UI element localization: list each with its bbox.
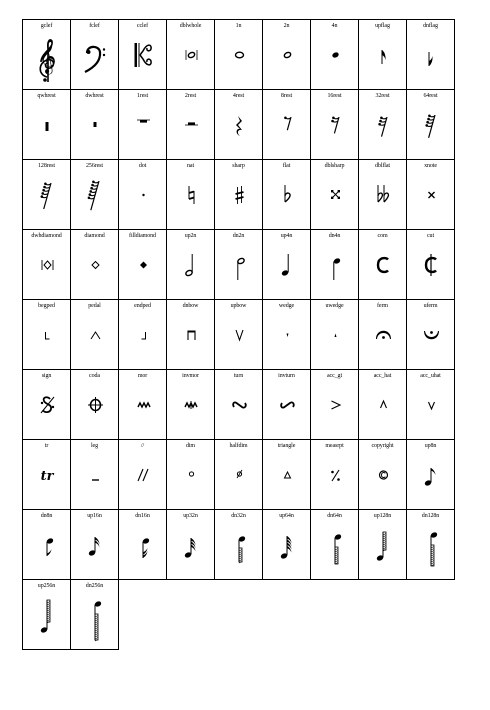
symbol-label: 2rest: [184, 93, 197, 99]
symbol-label: dn256n: [85, 583, 104, 589]
dn128n-icon: [407, 520, 456, 581]
symbol-cell: [406, 509, 455, 580]
symbol-label: 16rest: [327, 93, 342, 99]
symbol-cell: [358, 369, 407, 440]
symbol-cell: [358, 19, 407, 90]
symbol-cell: [166, 89, 215, 160]
symbol-label: upbow: [230, 303, 247, 309]
symbol-cell: [166, 509, 215, 580]
up256n-icon: [23, 590, 72, 651]
up8n-icon: [407, 450, 456, 511]
symbol-label: measrpt: [325, 443, 344, 449]
upflag-icon: [359, 30, 408, 91]
symbol-cell: [118, 159, 167, 230]
symbol-cell: [22, 299, 71, 370]
endped-icon: [119, 310, 168, 371]
xnote-icon: [407, 170, 456, 231]
trill-icon: [23, 450, 72, 511]
symbol-cell: [262, 439, 311, 510]
symbol-label: acc_uhat: [420, 373, 441, 379]
symbol-cell: [118, 369, 167, 440]
half-icon: [263, 30, 312, 91]
symbol-cell: [22, 509, 71, 580]
uwedge-icon: [311, 310, 360, 371]
diamond-icon: [71, 240, 120, 301]
symbol-label: up64n: [279, 513, 294, 519]
symbol-cell: [310, 89, 359, 160]
symbol-label: dwhrest: [85, 93, 104, 99]
symbol-label: tr: [44, 443, 49, 449]
slashes-icon: [119, 450, 168, 511]
symbol-cell: [262, 159, 311, 230]
symbol-label: uferm: [423, 303, 438, 309]
mor-icon: [119, 380, 168, 441]
symbol-cell: [166, 369, 215, 440]
symbol-label: dn128n: [421, 513, 440, 519]
symbol-label: com: [377, 233, 388, 239]
symbol-cell: [166, 439, 215, 510]
dnflag-icon: [407, 30, 456, 91]
symbol-label: mor: [137, 373, 148, 379]
symbol-label: dot: [138, 163, 147, 169]
symbol-cell: [214, 369, 263, 440]
symbol-cell: [406, 229, 455, 300]
symbol-label: filldiamond: [129, 233, 156, 239]
dwhrest-icon: [71, 100, 120, 161]
symbol-label: copyright: [371, 443, 394, 449]
symbol-label: dblsharp: [324, 163, 345, 169]
symbol-label: dn64n: [327, 513, 342, 519]
symbol-label: xnote: [424, 163, 437, 169]
symbol-label: sharp: [232, 163, 245, 169]
symbol-cell: [358, 439, 407, 510]
symbol-cell: [358, 229, 407, 300]
symbol-label: 128rest: [38, 163, 55, 169]
symbol-cell: [358, 299, 407, 370]
symbol-cell: [70, 509, 119, 580]
symbol-cell: [310, 509, 359, 580]
symbol-cell: [310, 369, 359, 440]
dn8n-icon: [23, 520, 72, 581]
halfrest-icon: [167, 100, 216, 161]
symbol-cell: [70, 19, 119, 90]
symbol-cell: [70, 579, 119, 650]
dn256n-icon: [71, 590, 120, 651]
up4n-icon: [263, 240, 312, 301]
symbol-label: gclef: [40, 23, 53, 29]
symbol-label: wedge: [278, 303, 295, 309]
symbol-label: invturn: [278, 373, 295, 379]
wholerest-icon: [119, 100, 168, 161]
symbol-label: dn32n: [231, 513, 246, 519]
quarter-icon: [311, 30, 360, 91]
symbol-cell: [70, 369, 119, 440]
up64n-icon: [263, 520, 312, 581]
symbol-cell: [166, 159, 215, 230]
symbol-cell: [310, 19, 359, 90]
symbol-cell: [70, 439, 119, 510]
sign-icon: [23, 380, 72, 441]
symbol-label: 64rest: [423, 93, 438, 99]
up2n-icon: [167, 240, 216, 301]
symbol-cell: [262, 229, 311, 300]
symbol-cell: [214, 229, 263, 300]
symbol-cell: [214, 89, 263, 160]
symbol-label: up32n: [183, 513, 198, 519]
symbol-cell: [166, 229, 215, 300]
symbol-cell: [214, 159, 263, 230]
symbol-cell: [406, 19, 455, 90]
symbol-cell: [310, 299, 359, 370]
symbol-cell: [214, 439, 263, 510]
dblsharp-icon: [311, 170, 360, 231]
rest16-icon: [311, 100, 360, 161]
qwhrest-icon: [23, 100, 72, 161]
symbol-label: dblwhole: [179, 23, 202, 29]
symbol-label: pedal: [88, 303, 101, 309]
symbol-cell: [214, 19, 263, 90]
sharp-icon: [215, 170, 264, 231]
natural-icon: [167, 170, 216, 231]
symbol-label: turn: [233, 373, 244, 379]
dblflat-icon: [359, 170, 408, 231]
dn64n-icon: [311, 520, 360, 581]
symbol-cell: [70, 159, 119, 230]
rest64-icon: [407, 100, 456, 161]
symbol-label: 4n: [331, 23, 338, 29]
wedge-icon: [263, 310, 312, 371]
symbol-label: endped: [134, 303, 151, 309]
symbol-label: dn4n: [328, 233, 341, 239]
symbol-label: leg: [90, 443, 99, 449]
symbol-cell: [406, 89, 455, 160]
symbol-cell: [406, 299, 455, 370]
symbol-cell: [406, 159, 455, 230]
symbol-label: upflag: [375, 23, 390, 29]
uferm-icon: [407, 310, 456, 371]
symbol-cell: [262, 509, 311, 580]
symbol-label: up16n: [87, 513, 102, 519]
symbol-label: uwedge: [325, 303, 344, 309]
symbol-label: halfdim: [229, 443, 248, 449]
symbol-label: sign: [41, 373, 52, 379]
copyright-icon: [359, 450, 408, 511]
symbol-label: ferm: [377, 303, 388, 309]
symbol-label: 4rest: [232, 93, 245, 99]
symbol-label: cut: [426, 233, 435, 239]
symbol-cell: [166, 19, 215, 90]
dn4n-icon: [311, 240, 360, 301]
symbol-label: 8rest: [280, 93, 293, 99]
symbol-label: 1n: [235, 23, 242, 29]
symbol-cell: [406, 439, 455, 510]
dblwhole-icon: [167, 30, 216, 91]
dnbow-icon: [167, 310, 216, 371]
upbow-icon: [215, 310, 264, 371]
symbol-cell: [118, 19, 167, 90]
symbol-cell: [262, 299, 311, 370]
symbol-label: flat: [282, 163, 291, 169]
symbol-cell: [22, 369, 71, 440]
whole-icon: [215, 30, 264, 91]
symbol-cell: [358, 159, 407, 230]
symbol-label: dnbow: [182, 303, 199, 309]
symbol-cell: [214, 299, 263, 370]
coda-icon: [71, 380, 120, 441]
dn32n-icon: [215, 520, 264, 581]
dim-icon: [167, 450, 216, 511]
symbol-label: 256rest: [86, 163, 103, 169]
symbol-label: 32rest: [375, 93, 390, 99]
svg-text:𝄞: 𝄞: [38, 39, 57, 74]
symbol-cell: [118, 509, 167, 580]
rest128-icon: [23, 170, 72, 231]
symbol-label: invmor: [182, 373, 199, 379]
begped-icon: [23, 310, 72, 371]
leg-icon: [71, 450, 120, 511]
symbol-label: up256n: [37, 583, 56, 589]
flat-icon: [263, 170, 312, 231]
symbol-label: qwhrest: [37, 93, 56, 99]
symbol-label: dn8n: [40, 513, 53, 519]
symbol-label: up4n: [280, 233, 293, 239]
symbol-label: coda: [89, 373, 100, 379]
symbol-cell: [118, 229, 167, 300]
rest8-icon: [263, 100, 312, 161]
invmor-icon: [167, 380, 216, 441]
symbol-cell: [118, 299, 167, 370]
symbol-cell: [262, 19, 311, 90]
up32n-icon: [167, 520, 216, 581]
symbol-label: up8n: [424, 443, 437, 449]
accgt-icon: [311, 380, 360, 441]
symbol-cell: [22, 229, 71, 300]
ferm-icon: [359, 310, 408, 371]
symbol-label: fclef: [89, 23, 100, 29]
svg-text:tr: tr: [40, 469, 54, 484]
symbol-label: dnflag: [423, 23, 438, 29]
symbol-cell: [118, 439, 167, 510]
cut-icon: [407, 240, 456, 301]
symbol-label: 1rest: [136, 93, 149, 99]
symbol-cell: [262, 89, 311, 160]
rest256-icon: [71, 170, 120, 231]
symbol-cell: [310, 159, 359, 230]
symbol-label: triangle: [277, 443, 296, 449]
symbol-label: cclef: [136, 23, 149, 29]
symbol-cell: [358, 509, 407, 580]
dwhdiamond-icon: [23, 240, 72, 301]
turn-icon: [215, 380, 264, 441]
cclef-icon: [119, 30, 168, 91]
symbol-cell: [22, 159, 71, 230]
filldiamond-icon: [119, 240, 168, 301]
symbol-cell: [22, 19, 71, 90]
invturn-icon: [263, 380, 312, 441]
symbol-label: dim: [185, 443, 196, 449]
symbol-cell: [70, 89, 119, 160]
gclef-icon: [23, 30, 72, 91]
dn2n-icon: [215, 240, 264, 301]
fclef-icon: [71, 30, 120, 91]
up128n-icon: [359, 520, 408, 581]
triangle-icon: [263, 450, 312, 511]
symbol-label: dn16n: [135, 513, 150, 519]
measrpt-icon: [311, 450, 360, 511]
symbol-cell: [22, 439, 71, 510]
symbol-cell: [70, 229, 119, 300]
symbol-cell: [310, 229, 359, 300]
symbol-cell: [214, 509, 263, 580]
symbol-cell: [118, 89, 167, 160]
symbol-cell: [262, 369, 311, 440]
dot-icon: [119, 170, 168, 231]
acchat-icon: [359, 380, 408, 441]
symbol-cell: [406, 369, 455, 440]
symbol-label: acc_gt: [326, 373, 343, 379]
symbol-cell: [70, 299, 119, 370]
pedal-icon: [71, 310, 120, 371]
halfdim-icon: [215, 450, 264, 511]
symbol-label: begped: [38, 303, 55, 309]
symbol-cell: [166, 299, 215, 370]
symbol-label: dwhdiamond: [31, 233, 62, 239]
symbol-label: nat: [186, 163, 195, 169]
common-icon: [359, 240, 408, 301]
symbol-label: up128n: [373, 513, 392, 519]
up16n-icon: [71, 520, 120, 581]
symbol-label: acc_hat: [373, 373, 392, 379]
quarterrest-icon: [215, 100, 264, 161]
symbol-cell: [310, 439, 359, 510]
symbol-cell: [22, 579, 71, 650]
accuhat-icon: [407, 380, 456, 441]
symbol-label: //: [140, 443, 145, 449]
symbol-label: up2n: [184, 233, 197, 239]
symbol-label: dblflat: [375, 163, 390, 169]
symbol-label: dn2n: [232, 233, 245, 239]
rest32-icon: [359, 100, 408, 161]
symbol-cell: [358, 89, 407, 160]
symbol-label: 2n: [283, 23, 290, 29]
symbol-cell: [22, 89, 71, 160]
dn16n-icon: [119, 520, 168, 581]
symbol-label: diamond: [84, 233, 105, 239]
